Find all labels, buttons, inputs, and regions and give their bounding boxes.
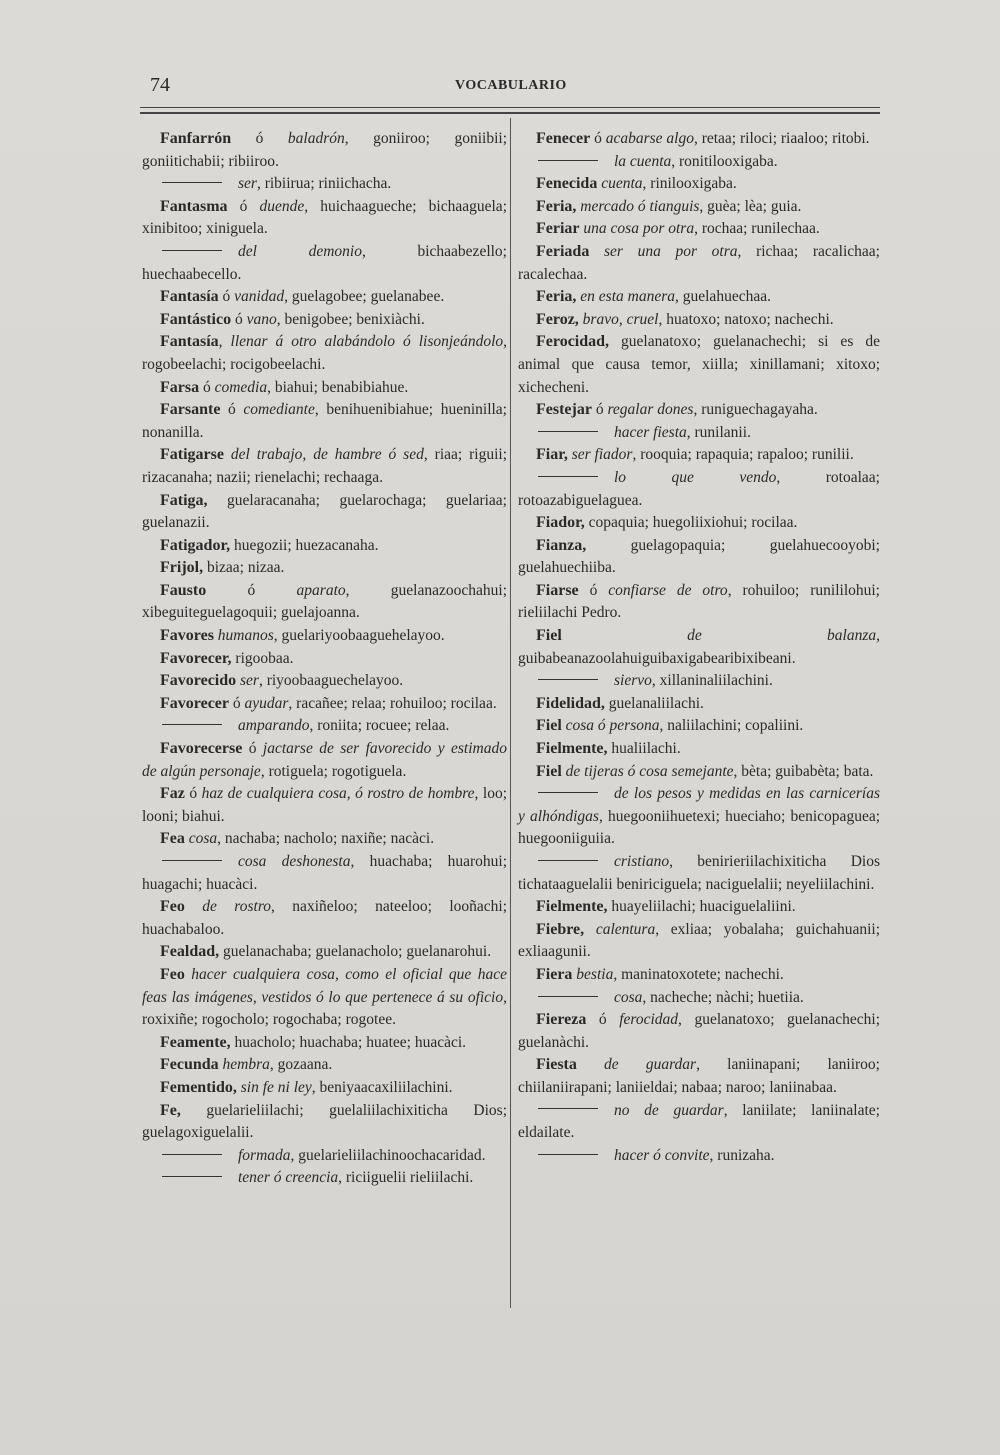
connector: ó [206, 581, 297, 599]
dictionary-entry [142, 783, 507, 828]
dictionary-entry [518, 919, 880, 964]
gloss: hacer fiesta [614, 423, 687, 441]
gloss: calentura [595, 920, 656, 938]
translation: , rotoalaa; rotoazabiguelaguea. [518, 468, 880, 509]
headword: Fianza, [536, 536, 587, 554]
dictionary-entry [142, 1145, 507, 1168]
translation: , riyoobaaguechelayoo. [258, 672, 404, 690]
headword: Fiarse [536, 581, 579, 599]
headword: Fiel [536, 717, 562, 735]
dictionary-entry [142, 286, 507, 309]
translation: , rotiguela; rogotiguela. [260, 762, 407, 780]
gloss: baladrón [287, 130, 345, 147]
dictionary-entry [518, 444, 880, 467]
gloss: ser fiador [571, 446, 633, 464]
dictionary-entry [142, 1032, 507, 1055]
gloss: regalar dones [607, 401, 694, 419]
dictionary-entry [142, 693, 507, 716]
gloss: llenar á otro alabándolo ó lisonjeándolo [230, 333, 504, 351]
headword: Fiel [536, 762, 562, 780]
dictionary-entry [142, 670, 507, 693]
repeat-dash [538, 160, 598, 161]
dictionary-entry [518, 173, 880, 196]
headword: Fea [160, 830, 185, 848]
connector: ó [229, 694, 245, 712]
connector: ó [218, 288, 235, 306]
headword: Fantasma [160, 197, 228, 215]
headword: Fiereza [536, 1011, 587, 1029]
translation: , guèa; lèa; guia. [699, 197, 802, 215]
dictionary-entry [142, 941, 507, 964]
translation: , xillaninaliilachini. [651, 672, 773, 690]
translation: rigoobaa. [235, 649, 294, 667]
translation: , richaa; racalichaa; racalechaa. [518, 242, 880, 283]
translation: , roxixiñe; rogocholo; rogochaba; rogotee. [142, 988, 507, 1029]
dictionary-entry [142, 896, 507, 941]
header-rule [140, 107, 880, 108]
headword: Fatiga, [160, 491, 208, 509]
translation: , racañee; relaa; rohuiloo; rocilaa. [288, 694, 497, 712]
translation: , riaa; riguii; rizacanaha; nazii; rienelachi; rechaaga. [142, 446, 508, 486]
gloss: comediante [243, 401, 315, 419]
translation: , bèta; guibabèta; bata. [733, 762, 874, 780]
column-divider [510, 118, 511, 1308]
headword: Fielmente, [536, 740, 608, 758]
translation: huacholo; huachaba; huatee; huacàci. [234, 1033, 467, 1051]
repeat-dash [162, 1176, 222, 1177]
gloss: formada [238, 1146, 291, 1164]
dictionary-entry [142, 377, 507, 400]
dictionary-entry [142, 1054, 507, 1077]
translation: , guelagobee; guelanabee. [284, 288, 445, 306]
headword: Fiador, [536, 514, 585, 532]
translation: , loo; looni; biahui. [142, 785, 508, 825]
dictionary-entry [142, 128, 507, 173]
dictionary-entry [518, 218, 880, 241]
translation: , retaa; riloci; riaaloo; ritobi. [693, 130, 870, 147]
translation: , roniita; rocuee; relaa. [309, 717, 450, 735]
dictionary-entry [142, 399, 507, 444]
repeat-dash [538, 679, 598, 680]
dictionary-entry [142, 241, 507, 286]
connector: , [218, 333, 231, 351]
dictionary-entry [518, 670, 880, 693]
gloss: del demonio [238, 242, 362, 260]
gloss: vano [246, 310, 277, 328]
headword: Farsante [160, 401, 221, 419]
translation: , rogobeelachi; rocigobeelachi. [142, 333, 507, 373]
dictionary-entry [142, 1167, 507, 1190]
dictionary-entry [518, 715, 880, 738]
headword: Frijol, [160, 559, 204, 577]
headword: Fe, [160, 1101, 181, 1119]
dictionary-entry [142, 738, 507, 783]
dictionary-entry [518, 399, 880, 422]
translation: , rinilooxigaba. [642, 175, 737, 193]
repeat-dash [538, 996, 598, 997]
translation: , exliaa; yobalaha; guichahuanii; exliaagunii. [518, 920, 880, 961]
translation: , gozaana. [269, 1056, 333, 1074]
gloss: confiarse de otro [608, 581, 728, 599]
page-header [150, 74, 878, 96]
gloss: vanidad [234, 288, 285, 306]
connector: ó [231, 310, 247, 328]
repeat-dash [538, 431, 598, 432]
translation: , runilanii. [686, 423, 751, 441]
translation: , guelahuechaa. [675, 288, 771, 306]
translation: , laniinapani; laniiroo; chiilaniirapani; laniieldai; nabaa; naroo; laniinabaa. [518, 1056, 880, 1096]
gloss: cosa [614, 988, 643, 1006]
headword: Fantástico [160, 310, 232, 328]
gloss: mercado ó tianguis [580, 197, 700, 215]
gloss: de rostro [202, 898, 272, 916]
translation: , guibabeanazoolahuiguibaxigabearibixibeani. [518, 627, 881, 667]
dictionary-entry [518, 241, 880, 286]
repeat-dash [162, 1154, 222, 1155]
translation: , ribiirua; riniichacha. [256, 175, 392, 193]
headword: Fatigador, [160, 536, 231, 554]
headword: Fantasía [160, 333, 219, 351]
gloss: no de guardar [614, 1101, 724, 1119]
dictionary-entry [142, 648, 507, 671]
connector [586, 537, 630, 554]
headword: Fealdad, [160, 943, 220, 961]
translation: , naliilachini; copaliini. [659, 717, 804, 735]
dictionary-entry [518, 196, 880, 219]
headword: Fementido, [160, 1078, 237, 1096]
dictionary-entry [518, 693, 880, 716]
dictionary-entry [518, 512, 880, 535]
translation: , bichaabezello; huechaabecello. [142, 242, 507, 283]
translation: huegozii; huezacanaha. [233, 536, 379, 554]
gloss: tener ó creencia [238, 1169, 339, 1187]
headword: Favorecer, [160, 649, 232, 667]
translation: , goniiroo; goniibii; goniitichabii; ribiiroo. [142, 130, 507, 170]
headword: Feamente, [160, 1033, 231, 1051]
translation: , huegooniihuetexi; hueciaho; benicopaguea; huegooniiguiia. [518, 807, 881, 848]
headword: Fenecer [536, 130, 591, 147]
translation: , biahui; benabibiahue. [267, 378, 409, 396]
headword: Feo [160, 965, 185, 983]
dictionary-entry [142, 535, 507, 558]
running-head: VOCABULARIO [455, 78, 567, 93]
repeat-dash [162, 250, 222, 251]
translation: , guelanatoxo; guelanachechi; guelanàchi. [518, 1011, 880, 1051]
translation: guelanaliilachi. [608, 694, 704, 712]
gloss: haz de cualquiera cosa, ó rostro de hombre [201, 785, 475, 803]
dictionary-entry [142, 828, 507, 851]
connector: ó [220, 401, 244, 419]
connector: ó [578, 581, 609, 599]
repeat-dash [538, 860, 598, 861]
repeat-dash [538, 1154, 598, 1155]
translation: guelagopaquia; guelahuecooyobi; guelahuechiiba. [518, 536, 880, 577]
dictionary-entry [142, 625, 507, 648]
connector: ó [590, 130, 606, 147]
dictionary-entry [518, 128, 880, 151]
translation: , benigobee; benixiàchi. [276, 310, 425, 328]
headword: Fanfarrón [160, 130, 232, 147]
translation: , runizaha. [709, 1146, 775, 1164]
headword: Feriar [536, 220, 580, 238]
dictionary-entry [518, 1009, 880, 1054]
dictionary-entry [518, 1100, 880, 1145]
headword: Festejar [536, 401, 592, 419]
translation: , huatoxo; natoxo; nachechi. [658, 310, 834, 328]
gloss: duende [259, 197, 305, 215]
connector: ó [184, 785, 202, 803]
headword: Feria, [536, 288, 577, 306]
headword: Fatigarse [160, 446, 224, 464]
gloss: cosa deshonesta [238, 853, 351, 870]
connector: ó [231, 130, 288, 147]
translation: guelaracanaha; guelarochaga; guelariaa; guelanazii. [142, 491, 507, 532]
headword: Faz [160, 785, 185, 803]
translation: , beniyaacaxiliilachini. [311, 1078, 453, 1096]
gloss: cristiano [614, 853, 670, 870]
connector [208, 492, 228, 509]
translation: guelanatoxo; guelanachechi; si es de animal que causa temor, xiilla; xinillamani; xitoxo; xichecheni. [518, 333, 880, 396]
translation: , laniilate; laniinalate; eldailate. [518, 1101, 880, 1142]
repeat-dash [538, 476, 598, 477]
headword: Fiebre, [536, 920, 585, 938]
dictionary-entry [142, 173, 507, 196]
connector: ó [586, 1011, 620, 1029]
translation: , rohuiloo; runililohui; rieliilachi Pedro. [518, 581, 880, 622]
gloss: hacer ó convite [614, 1146, 710, 1164]
dictionary-entry [518, 964, 880, 987]
translation: , nachaba; nacholo; naxiñe; nacàci. [217, 830, 435, 848]
headword: Fausto [160, 581, 207, 599]
translation: hualiilachi. [611, 740, 681, 758]
dictionary-entry [518, 151, 880, 174]
dictionary-entry [142, 444, 507, 489]
gloss: una cosa por otra [583, 220, 695, 238]
gloss: de los pesos y medidas en las carnicerías y alhóndigas [518, 785, 880, 825]
page-number: 74 [150, 74, 170, 96]
translation: , guelanazoochahui; xibeguiteguelagoquii; guelajoanna. [142, 581, 507, 622]
headword: Ferocidad, [536, 333, 610, 351]
headword: Favorecerse [160, 740, 243, 758]
gloss: cuenta [601, 175, 643, 193]
headword: Fantasía [160, 288, 219, 306]
dictionary-entry [142, 331, 507, 376]
connector [584, 921, 596, 938]
dictionary-entry [518, 580, 880, 625]
gloss: amparando [238, 717, 310, 735]
dictionary-entry [142, 1077, 507, 1100]
translation: , guelariyoobaaguehelayoo. [273, 627, 445, 645]
header-rule-double [140, 112, 880, 114]
translation: , guelarieliilachinoochacaridad. [290, 1146, 486, 1164]
headword: Fidelidad, [536, 694, 605, 712]
translation: , riciiguelii rieliilachi. [338, 1169, 474, 1187]
translation: , naxiñeloo; nateeloo; looñachi; huachabaloo. [142, 898, 507, 938]
dictionary-entry [518, 987, 880, 1010]
connector [609, 333, 621, 350]
dictionary-entry [142, 580, 507, 625]
headword: Feroz, [536, 310, 579, 328]
repeat-dash [162, 182, 222, 183]
dictionary-entry [518, 1054, 880, 1099]
dictionary-entry [518, 625, 880, 670]
headword: Fielmente, [536, 898, 608, 916]
translation: , rochaa; runilechaa. [694, 220, 820, 238]
gloss: de balanza [687, 627, 877, 645]
translation: , nacheche; nàchi; huetiia. [642, 988, 804, 1006]
gloss: de tijeras ó cosa semejante [565, 762, 734, 780]
headword: Farsa [160, 378, 200, 396]
translation: huayeliilachi; huaciguelaliini. [611, 898, 796, 916]
dictionary-entry [518, 535, 880, 580]
gloss: la cuenta [614, 152, 672, 170]
translation: , rooquia; rapaquia; rapaloo; runilii. [632, 446, 854, 464]
dictionary-entry [142, 964, 507, 1032]
translation: guelarieliilachi; guelaliilachixiticha Dios; guelagoxiguelalii. [142, 1101, 507, 1142]
connector: ó [242, 740, 263, 758]
dictionary-entry [142, 557, 507, 580]
connector [224, 446, 231, 463]
dictionary-entry [518, 286, 880, 309]
connector [562, 627, 687, 644]
repeat-dash [538, 1108, 598, 1109]
headword: Fecunda [160, 1056, 219, 1074]
gloss: hembra [222, 1056, 270, 1074]
headword: Fiel [536, 627, 562, 645]
dictionary-entry [518, 896, 880, 919]
gloss: ferocidad [619, 1011, 679, 1029]
connector [577, 1056, 604, 1073]
translation: , benirieriilachixiticha Dios tichataaguelalii beniriciguela; naciguelalii; neyeliilachini. [518, 853, 880, 893]
translation: guelanachaba; guelanacholo; guelanarohui. [223, 943, 492, 961]
connector: ó [199, 378, 215, 396]
dictionary-entry [142, 309, 507, 332]
dictionary-entry [518, 1145, 880, 1168]
translation: , huichaagueche; bichaaguela; xinibitoo; xiniguela. [142, 197, 507, 238]
connector: ó [227, 197, 260, 215]
headword: Fiera [536, 965, 573, 983]
gloss: comedia [214, 378, 268, 396]
dictionary-entry [142, 196, 507, 241]
dictionary-entry [518, 738, 880, 761]
left-column [142, 128, 507, 1190]
dictionary-entry [518, 422, 880, 445]
dictionary-entry [142, 1100, 507, 1145]
gloss: cosa [188, 830, 218, 848]
translation: , maninatoxotete; nachechi. [613, 965, 784, 983]
dictionary-entry [142, 715, 507, 738]
headword: Feriada [536, 242, 590, 260]
gloss: siervo [614, 672, 652, 690]
headword: Fiesta [536, 1056, 577, 1074]
gloss: lo que vendo [614, 468, 777, 486]
gloss: en esta manera [580, 288, 675, 306]
connector [185, 898, 202, 915]
headword: Feria, [536, 197, 577, 215]
gloss: bestia [576, 965, 614, 983]
gloss: ayudar [244, 694, 289, 712]
connector [589, 243, 604, 260]
dictionary-entry [142, 851, 507, 896]
gloss: del trabajo, de hambre ó sed [230, 446, 424, 464]
repeat-dash [538, 792, 598, 793]
dictionary-entry [518, 783, 880, 851]
headword: Favorecer [160, 694, 229, 712]
dictionary-entry [518, 851, 880, 896]
translation: , ronitilooxigaba. [671, 152, 778, 170]
headword: Favorecido [160, 672, 237, 690]
gloss: cosa ó persona [565, 717, 660, 735]
translation: , runiguechagayaha. [693, 401, 818, 419]
translation: bizaa; nizaa. [206, 559, 285, 577]
gloss: acabarse algo [605, 130, 694, 147]
translation: , benihuenibiahue; hueninilla; nonanilla. [142, 401, 507, 441]
gloss: ser [238, 175, 257, 193]
dictionary-entry [518, 309, 880, 332]
gloss: ser [240, 672, 259, 690]
headword: Feo [160, 898, 185, 916]
dictionary-entry [142, 490, 507, 535]
gloss: jactarse de ser favorecido y estimado de algún personaje [142, 740, 507, 780]
gloss: humanos [217, 627, 274, 645]
dictionary-entry [518, 467, 880, 512]
connector [181, 1102, 207, 1119]
headword: Fenecida [536, 175, 598, 193]
headword: Favores [160, 627, 214, 645]
connector: ó [591, 401, 608, 419]
gloss: ser una por otra [603, 242, 738, 260]
repeat-dash [162, 724, 222, 725]
dictionary-entry [518, 761, 880, 784]
gloss: hacer cualquiera cosa, como el oficial que hace feas las imágenes, vestidos ó lo que pertenece á su oficio [142, 965, 507, 1006]
headword: Fiar, [536, 446, 568, 464]
dictionary-entry [518, 331, 880, 399]
translation: , huachaba; huarohui; huagachi; huacàci. [142, 853, 507, 893]
gloss: sin fe ni ley [240, 1078, 312, 1096]
repeat-dash [162, 860, 222, 861]
right-column [518, 128, 880, 1167]
gloss: bravo, cruel [582, 310, 659, 328]
gloss: aparato [296, 581, 346, 599]
gloss: de guardar [604, 1056, 697, 1074]
translation: copaquia; huegoliixiohui; rocilaa. [588, 514, 798, 532]
